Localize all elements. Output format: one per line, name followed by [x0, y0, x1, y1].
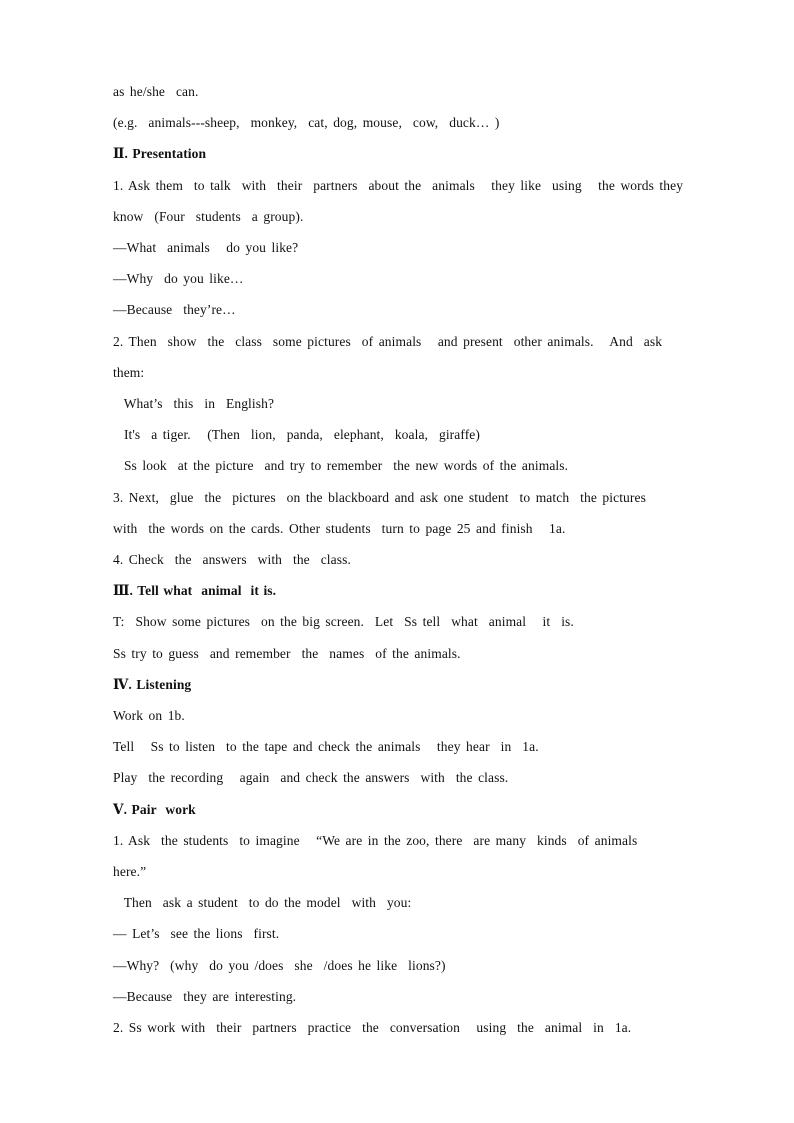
text-line-step2: 2. Then show the class some pictures of animals and present other animals. And ask: [113, 334, 663, 349]
text-line-work: Work on 1b.: [113, 708, 185, 723]
dialogue-line: —Why? (why do you /does she /does he like lions?): [113, 958, 446, 973]
dialogue-line: —Because they are interesting.: [113, 989, 297, 1004]
text-line-pair1: 1. Ask the students to imagine “We are in the zoo, there are many kinds of animals: [113, 833, 638, 848]
text-line-example-animals: (e.g. animals---sheep, monkey, cat, dog, mouse, cow, duck… ): [113, 115, 500, 130]
dialogue-line: —Because they’re…: [113, 302, 236, 317]
section-heading-tell-animal: Ⅲ. Tell what animal it is.: [113, 583, 277, 598]
text-line-step2-cont: them:: [113, 365, 145, 380]
text-line-step3-cont: with the words on the cards. Other students turn to page 25 and finish 1a.: [113, 521, 566, 536]
text-line-tell: Tell Ss to listen to the tape and check the animals they hear in 1a.: [113, 739, 539, 754]
text-line-pair1-cont: here.”: [113, 864, 147, 879]
dialogue-line-indented: What’s this in English?: [113, 396, 275, 411]
text-line-step1: 1. Ask them to talk with their partners about the animals they like using the words they: [113, 178, 684, 193]
dialogue-line: — Let’s see the lions first.: [113, 926, 280, 941]
text-line-step4: 4. Check the answers with the class.: [113, 552, 351, 567]
text-line-pair2: 2. Ss work with their partners practice the conversation using the animal in 1a.: [113, 1020, 632, 1035]
text-line-indented: Ss look at the picture and try to remember the new words of the animals.: [113, 458, 569, 473]
section-heading-pair-work: Ⅴ. Pair work: [113, 802, 196, 817]
text-line-students: Ss try to guess and remember the names of the animals.: [113, 646, 461, 661]
text-line-step3: 3. Next, glue the pictures on the blackboard and ask one student to match the pictures: [113, 490, 646, 505]
dialogue-line: —What animals do you like?: [113, 240, 299, 255]
text-line-teacher: T: Show some pictures on the big screen. Let Ss tell what animal it is.: [113, 614, 574, 629]
text-line-continuation: as he/she can.: [113, 84, 199, 99]
dialogue-line: —Why do you like…: [113, 271, 244, 286]
text-line-play: Play the recording again and check the answers with the class.: [113, 770, 509, 785]
section-heading-presentation: Ⅱ. Presentation: [113, 146, 207, 161]
text-line-indented: Then ask a student to do the model with you:: [113, 895, 412, 910]
dialogue-line-indented: It's a tiger. (Then lion, panda, elephant, koala, giraffe): [113, 427, 480, 442]
text-line-step1-cont: know (Four students a group).: [113, 209, 304, 224]
section-heading-listening: Ⅳ. Listening: [113, 677, 192, 692]
